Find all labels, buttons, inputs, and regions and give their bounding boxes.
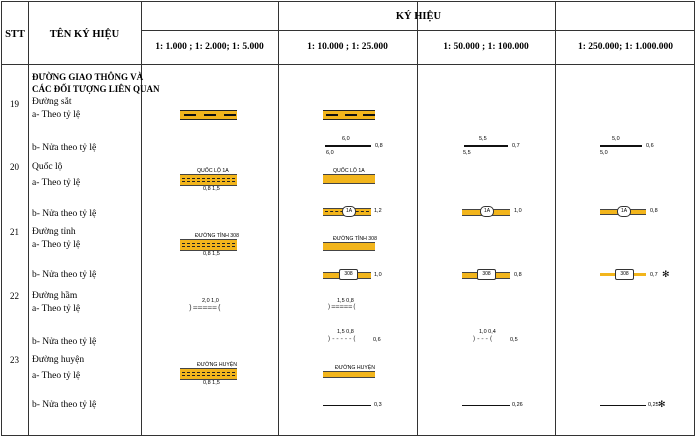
row-sub-a: a- Theo tỷ lệ	[32, 371, 81, 381]
dim-label: 0,8	[514, 272, 522, 278]
dim-label: 0,8	[375, 143, 383, 149]
railway-symbol	[323, 110, 375, 120]
dim-label: 1,0	[514, 208, 522, 214]
dim-label: 1,5 0,8	[337, 298, 354, 304]
row-name: Đường huyện	[32, 355, 85, 365]
row-divider	[141, 30, 694, 31]
provincial-road-symbol	[323, 242, 375, 251]
dim-label: 6,0	[326, 150, 334, 156]
road-label: ĐƯỜNG TỈNH 308	[333, 236, 377, 242]
row-sub-b: b- Nửa theo tỷ lệ	[32, 337, 97, 347]
row-sub-a: a- Theo tỷ lệ	[32, 240, 81, 250]
national-road-symbol	[180, 174, 237, 186]
road-label: QUỐC LỘ 1A	[197, 168, 229, 174]
dim-label: 0,26	[512, 402, 523, 408]
railway-thin-symbol	[325, 145, 371, 147]
road-label: ĐƯỜNG TỈNH 308	[195, 233, 239, 239]
tunnel-half-symbol: )-----(	[327, 335, 357, 343]
row-sub-a: a- Theo tỷ lệ	[32, 304, 81, 314]
road-label: ĐƯỜNG HUYỆN	[335, 365, 376, 371]
national-road-symbol	[323, 174, 375, 184]
stt-header: STT	[5, 29, 25, 40]
route-badge: 1A	[342, 206, 356, 217]
row-sub-a: a- Theo tỷ lệ	[32, 178, 81, 188]
asterisk-icon: ✻	[662, 269, 670, 279]
route-badge: 308	[615, 269, 634, 280]
col-divider	[555, 2, 556, 435]
col-divider	[278, 2, 279, 435]
provincial-road-symbol	[180, 239, 237, 251]
road-label: ĐƯỜNG HUYỆN	[197, 362, 238, 368]
row-sub-b: b- Nửa theo tỷ lệ	[32, 143, 97, 153]
dim-label: 0,8 1,5	[203, 251, 220, 257]
dim-label: 1,0 0,4	[479, 329, 496, 335]
dim-label: 0,7	[512, 143, 520, 149]
tunnel-symbol: )=====(	[188, 303, 222, 312]
railway-thin-symbol	[464, 145, 508, 147]
dim-label: 5,0	[600, 150, 608, 156]
route-badge: 1A	[617, 206, 631, 217]
dim-label: 5,5	[479, 136, 487, 142]
dim-label: 0,8 1,5	[203, 380, 220, 386]
dim-label: 6,0	[342, 136, 350, 142]
railway-thin-symbol	[600, 145, 642, 147]
row-sub-b: b- Nửa theo tỷ lệ	[32, 400, 97, 410]
row-sub-b: b- Nửa theo tỷ lệ	[32, 270, 97, 280]
row-name: Đường tỉnh	[32, 227, 76, 237]
name-header: TÊN KÝ HIỆU	[49, 29, 120, 40]
dim-label: 1,5 0,8	[337, 329, 354, 335]
dim-label: 0,3	[374, 402, 382, 408]
dim-label: 0,8 1,5	[203, 186, 220, 192]
row-number: 20	[10, 162, 19, 172]
dim-label: 2,0 1,0	[202, 298, 219, 304]
row-sub-b: b- Nửa theo tỷ lệ	[32, 209, 97, 219]
row-number: 21	[10, 227, 19, 237]
row-number: 19	[10, 99, 19, 109]
scale-header-1: 1: 1.000 ; 1: 2.000; 1: 5.000	[155, 42, 264, 52]
row-divider	[2, 64, 694, 65]
road-label: QUỐC LỘ 1A	[333, 168, 365, 174]
dim-label: 1,0	[374, 272, 382, 278]
scale-header-4: 1: 250.000; 1: 1.000.000	[578, 42, 673, 52]
dim-label: 0,6	[646, 143, 654, 149]
route-badge: 1A	[480, 206, 494, 217]
dim-label: 1,2	[374, 208, 382, 214]
row-name: Đường hầm	[32, 291, 78, 301]
tunnel-half-symbol: )---(	[472, 335, 494, 343]
row-number: 22	[10, 291, 19, 301]
district-road-half-symbol	[462, 405, 510, 406]
district-road-symbol	[180, 368, 237, 380]
district-road-symbol	[323, 371, 375, 378]
district-road-half-symbol	[600, 405, 646, 406]
asterisk-icon: ✻	[658, 399, 666, 409]
symbol-table	[1, 1, 695, 436]
row-number: 23	[10, 355, 19, 365]
scale-header-3: 1: 50.000 ; 1: 100.000	[443, 42, 529, 52]
dim-label: 0,6	[373, 337, 381, 343]
row-name: Quốc lộ	[32, 162, 63, 172]
dim-label: 5,5	[463, 150, 471, 156]
tunnel-symbol: )=====(	[327, 303, 357, 311]
dim-label: 0,8	[650, 208, 658, 214]
row-sub-a: a- Theo tỷ lệ	[32, 110, 81, 120]
scale-header-2: 1: 10.000 ; 1: 25.000	[307, 42, 388, 52]
section-title-line2: CÁC ĐỐI TƯỢNG LIÊN QUAN	[32, 84, 160, 94]
section-title-line1: ĐƯỜNG GIAO THÔNG VÀ	[32, 72, 144, 82]
dim-label: 0,25	[648, 402, 659, 408]
railway-symbol	[180, 110, 237, 120]
col-divider	[141, 2, 142, 435]
col-divider	[417, 2, 418, 435]
dim-label: 0,5	[510, 337, 518, 343]
col-divider	[28, 2, 29, 435]
dim-label: 5,0	[612, 136, 620, 142]
row-name: Đường sắt	[32, 97, 72, 107]
district-road-half-symbol	[323, 405, 371, 406]
dim-label: 0,7	[650, 272, 658, 278]
route-badge: 308	[477, 269, 496, 280]
route-badge: 308	[339, 269, 358, 280]
symbol-header: KÝ HIỆU	[395, 11, 442, 22]
